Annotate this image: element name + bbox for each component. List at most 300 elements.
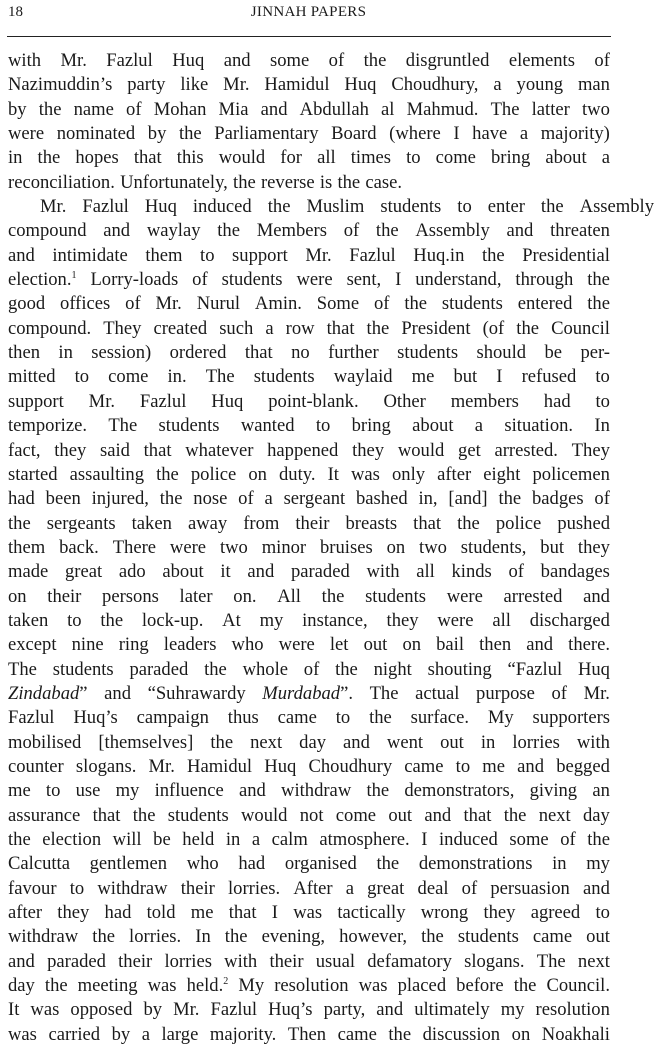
word: a <box>265 317 274 339</box>
word: in <box>225 829 241 850</box>
word: about <box>412 415 454 437</box>
word: a <box>251 829 261 850</box>
word: a <box>141 1023 150 1045</box>
word: lock-up. <box>141 609 204 631</box>
word: disgruntled <box>405 50 490 71</box>
text-line <box>8 779 610 803</box>
word: happened <box>267 439 339 461</box>
word: come <box>435 147 476 169</box>
word: the <box>100 609 124 631</box>
word: and <box>238 780 266 802</box>
word: and <box>583 585 610 607</box>
word: to <box>335 707 351 729</box>
word: deal <box>417 877 449 899</box>
word: carried <box>48 1023 101 1045</box>
word: hopes <box>75 147 119 169</box>
word: the <box>267 196 291 218</box>
word: pushed <box>557 512 610 534</box>
word: bail <box>436 634 465 656</box>
word: of <box>192 269 208 291</box>
word: students <box>441 293 503 315</box>
word: who <box>186 853 219 875</box>
word: that <box>143 439 172 461</box>
word: students <box>158 415 220 437</box>
word: and <box>343 731 370 753</box>
word: the <box>335 658 358 680</box>
word: after <box>8 902 43 924</box>
word: wanted <box>240 415 295 437</box>
word: elements <box>508 50 575 71</box>
word: offices <box>60 293 111 315</box>
word: actual <box>415 682 460 704</box>
word: Mohan <box>153 98 207 120</box>
word: to <box>315 415 331 437</box>
word: students <box>365 585 427 607</box>
word: Choudhury, <box>391 74 479 96</box>
word: At <box>222 609 241 631</box>
word: to <box>45 780 61 802</box>
word: with <box>224 950 258 972</box>
word: out <box>586 926 610 948</box>
word: in <box>8 147 23 169</box>
word: Huq <box>144 196 177 218</box>
word: two <box>419 536 447 558</box>
word: taken <box>131 512 172 534</box>
word: Zindabad” <box>8 682 88 704</box>
word: after <box>437 463 472 485</box>
word: except <box>8 634 57 656</box>
word: Council <box>551 317 610 339</box>
word: had <box>543 390 571 412</box>
word: in <box>480 731 496 753</box>
word: gentlemen <box>89 853 168 875</box>
word: with <box>366 561 400 583</box>
word: a <box>345 877 354 899</box>
word: campaign <box>136 707 209 729</box>
word: who <box>231 634 264 656</box>
text-line <box>8 974 610 998</box>
word: was <box>147 975 177 997</box>
word: a <box>493 74 502 96</box>
word: compound <box>8 220 87 242</box>
word: Hamidul <box>264 74 330 96</box>
word: refused <box>521 366 577 388</box>
word: reconciliation. <box>8 171 115 193</box>
word: enter <box>487 196 525 218</box>
word: The <box>108 415 138 437</box>
text-line <box>8 925 610 949</box>
word: badges <box>531 488 584 510</box>
word: understand, <box>415 269 502 291</box>
word: intimidate <box>52 244 128 266</box>
word: the <box>363 50 387 71</box>
word: paraded <box>47 950 106 972</box>
word: the <box>388 1023 412 1045</box>
running-head <box>8 4 609 26</box>
word: a <box>264 488 273 510</box>
word: of <box>594 50 610 71</box>
word: to <box>595 366 610 388</box>
word: their <box>295 512 330 534</box>
word: held.$^2$ <box>186 975 229 997</box>
word: however, <box>339 926 408 948</box>
word: counter <box>8 755 64 777</box>
word: me <box>411 366 435 388</box>
word: Assembly <box>579 196 654 218</box>
word: let <box>329 634 349 656</box>
word: the <box>156 463 179 485</box>
running-title: JINNAH PAPERS <box>250 4 367 20</box>
word: the <box>132 804 156 826</box>
word: waylay <box>146 220 201 242</box>
word: had <box>8 488 35 510</box>
word: withdraw <box>8 926 79 948</box>
word: was <box>30 999 60 1021</box>
word: “Fazlul <box>507 658 563 680</box>
text-line <box>8 852 610 876</box>
word: later <box>179 585 213 607</box>
word: withdraw <box>97 877 168 899</box>
word: meeting <box>77 975 138 997</box>
word: thus <box>227 707 259 729</box>
word: resolution <box>274 975 349 997</box>
text-line <box>8 1023 610 1047</box>
word: day <box>299 731 327 753</box>
word: to <box>200 244 215 266</box>
word: out <box>388 804 413 826</box>
word: been <box>45 488 81 510</box>
word: times <box>350 147 392 169</box>
word: opposed <box>70 999 133 1021</box>
word: the <box>375 220 399 242</box>
word: Huq’s <box>268 999 313 1021</box>
word: day <box>8 975 35 997</box>
word: of <box>126 98 142 120</box>
word: Unfortunately, <box>120 171 228 193</box>
word: the <box>204 658 227 680</box>
word: lorries. <box>129 926 182 948</box>
word: be <box>153 829 171 850</box>
word: like <box>180 74 209 96</box>
word: but <box>540 536 565 558</box>
text-line <box>8 439 610 463</box>
word: of <box>461 877 478 899</box>
word: Mr. <box>583 682 610 704</box>
word: The <box>490 98 520 120</box>
word: discharged <box>529 609 610 631</box>
word: police <box>190 463 237 485</box>
word: reverse <box>260 171 315 193</box>
word: in <box>58 342 73 364</box>
word: out <box>440 731 464 753</box>
word: the <box>587 293 610 315</box>
word: Fazlul <box>82 196 129 218</box>
word: (where <box>389 123 441 145</box>
text-line <box>8 292 610 316</box>
word: of <box>328 50 345 71</box>
word: me <box>190 902 214 924</box>
word: assurance <box>8 804 81 826</box>
word: were <box>296 269 333 291</box>
word: influence <box>154 780 224 802</box>
word: Nazimuddin’s <box>8 74 113 96</box>
word: some <box>509 829 549 850</box>
text-line <box>8 49 610 73</box>
word: young <box>516 74 564 96</box>
word: The <box>536 950 566 972</box>
word: atmosphere. <box>319 829 410 850</box>
word: lorries <box>164 950 212 972</box>
word: and <box>583 877 610 899</box>
word: the <box>481 244 505 266</box>
word: the <box>404 293 428 315</box>
word: on. <box>233 585 257 607</box>
word: al <box>381 98 395 120</box>
word: After <box>293 877 333 899</box>
word: Choudhury <box>308 755 393 777</box>
word: was <box>350 463 380 485</box>
word: Mia <box>218 98 249 120</box>
word: name <box>73 98 114 120</box>
text-line <box>8 998 610 1022</box>
word: My <box>238 975 265 997</box>
word: President <box>401 317 471 339</box>
word: came <box>404 755 444 777</box>
word: whole <box>242 658 289 680</box>
word: Members <box>256 220 327 242</box>
word: defamatory <box>367 950 452 972</box>
word: the <box>503 804 527 826</box>
word: I <box>421 829 428 850</box>
word: by <box>143 999 163 1021</box>
word: bandages <box>540 561 610 583</box>
word: begged <box>556 755 610 777</box>
word: students <box>221 269 283 291</box>
word: back. <box>59 536 99 558</box>
word: day <box>582 804 610 826</box>
word: students <box>253 366 315 388</box>
word: the <box>8 829 31 850</box>
word: should <box>476 342 527 364</box>
word: Mahmud. <box>406 98 479 120</box>
word: with <box>576 731 610 753</box>
word: to <box>595 390 610 412</box>
word: members <box>450 390 519 412</box>
word: police <box>495 512 542 534</box>
word: that <box>228 902 257 924</box>
page-number: 18 <box>8 4 23 20</box>
word: paraded <box>129 658 189 680</box>
text-line <box>8 122 610 146</box>
word: only <box>391 463 426 485</box>
word: majority) <box>540 123 610 145</box>
word: mobilised <box>8 731 82 753</box>
word: shouting <box>427 658 492 680</box>
word: on <box>386 536 406 558</box>
word: were <box>446 585 483 607</box>
text-line <box>8 950 610 974</box>
word: me <box>8 780 31 802</box>
word: Hamidul <box>187 755 253 777</box>
word: through <box>515 269 574 291</box>
word: It <box>327 463 339 485</box>
word: injured, <box>91 488 149 510</box>
text-line <box>8 804 610 828</box>
word: started <box>8 463 58 485</box>
word: election <box>42 829 102 850</box>
word: Huq <box>344 74 377 96</box>
word: They <box>571 439 610 461</box>
word: They <box>103 317 142 339</box>
word: large <box>161 1023 199 1045</box>
word: night <box>373 658 412 680</box>
word: good <box>8 293 46 315</box>
word: and <box>424 804 452 826</box>
word: that <box>413 512 442 534</box>
word: Mr. <box>173 999 200 1021</box>
word: to <box>457 196 472 218</box>
word: Nurul <box>196 293 241 315</box>
word: man <box>577 74 610 96</box>
word: next <box>250 731 283 753</box>
word: Huq <box>264 755 297 777</box>
word: I <box>395 269 402 291</box>
text-line <box>8 487 610 511</box>
word: an <box>592 780 610 802</box>
word: the <box>457 512 480 534</box>
word: on <box>511 1023 531 1045</box>
word: not <box>299 804 324 826</box>
word: I <box>496 366 503 388</box>
word: students <box>52 658 114 680</box>
word: by <box>8 98 27 120</box>
word: Muslim <box>306 196 365 218</box>
footnote-ref: 2 <box>223 976 229 988</box>
word: ring <box>118 634 149 656</box>
word: such <box>219 317 254 339</box>
header-rule <box>7 36 611 37</box>
text-line <box>8 219 610 243</box>
word: Huq <box>211 390 244 412</box>
word: sergeant <box>283 488 346 510</box>
text-line <box>8 317 610 341</box>
word: party <box>127 74 166 96</box>
word: duty. <box>279 463 316 485</box>
text-line <box>8 73 610 97</box>
word: the <box>498 488 522 510</box>
word: the <box>366 780 390 802</box>
word: and <box>517 755 545 777</box>
word: the <box>376 853 400 875</box>
word: slogans. <box>75 755 137 777</box>
word: in <box>552 853 567 875</box>
word: the <box>540 196 564 218</box>
word: the <box>38 98 62 120</box>
word: their <box>118 950 153 972</box>
word: come <box>335 804 377 826</box>
word: was <box>8 1023 37 1045</box>
word: their <box>269 950 304 972</box>
word: the <box>44 975 68 997</box>
word: breasts <box>345 512 398 534</box>
word: lorries <box>512 731 560 753</box>
word: All <box>277 585 301 607</box>
word: In <box>195 926 211 948</box>
word: sent, <box>346 269 382 291</box>
word: were <box>278 634 315 656</box>
word: next <box>577 950 610 972</box>
word: support <box>8 390 64 412</box>
word: was <box>293 902 323 924</box>
word: Fazlul <box>349 244 396 266</box>
word: would <box>397 439 445 461</box>
word: created <box>153 317 208 339</box>
word: they <box>54 439 87 461</box>
text-line <box>8 633 610 657</box>
word: no <box>291 342 310 364</box>
word: this <box>176 147 204 169</box>
word: persons <box>102 585 159 607</box>
word: on <box>248 463 267 485</box>
word: waylaid <box>333 366 393 388</box>
word: bring <box>351 415 391 437</box>
word: that <box>92 804 121 826</box>
word: “Suhrawardy <box>147 682 246 704</box>
word: were <box>169 536 207 558</box>
word: be <box>544 342 563 364</box>
word: by <box>147 123 167 145</box>
word: on <box>402 634 422 656</box>
word: purpose <box>476 682 535 704</box>
word: evening, <box>261 926 326 948</box>
word: ordered <box>169 342 227 364</box>
word: Fazlul <box>106 50 153 71</box>
word: agreed <box>530 902 581 924</box>
word: Murdabad”. <box>262 682 353 704</box>
word: It <box>8 999 20 1021</box>
word: of <box>238 488 254 510</box>
word: Mr. <box>60 50 87 71</box>
word: Mr. <box>223 74 250 96</box>
word: would <box>218 147 266 169</box>
word: case. <box>365 171 403 193</box>
word: away <box>187 512 228 534</box>
word: and <box>223 50 251 71</box>
text-line <box>8 390 610 414</box>
text-line <box>8 171 610 195</box>
word: election.$^1$ <box>8 269 77 291</box>
word: nine <box>71 634 104 656</box>
word: the <box>37 147 61 169</box>
word: a <box>474 415 484 437</box>
word: The <box>369 682 399 704</box>
word: assaulting <box>69 463 144 485</box>
word: session) <box>91 342 152 364</box>
word: from <box>243 512 280 534</box>
word: and <box>506 220 534 242</box>
word: there. <box>568 634 610 656</box>
word: me <box>482 755 506 777</box>
text-line <box>8 536 610 560</box>
word: Then <box>287 1023 327 1045</box>
word: then <box>8 342 41 364</box>
word: supporters <box>532 707 610 729</box>
word: slogans. <box>464 950 525 972</box>
word: support <box>232 244 288 266</box>
word: was <box>358 975 388 997</box>
text-line <box>8 195 654 219</box>
text-line <box>8 341 610 365</box>
